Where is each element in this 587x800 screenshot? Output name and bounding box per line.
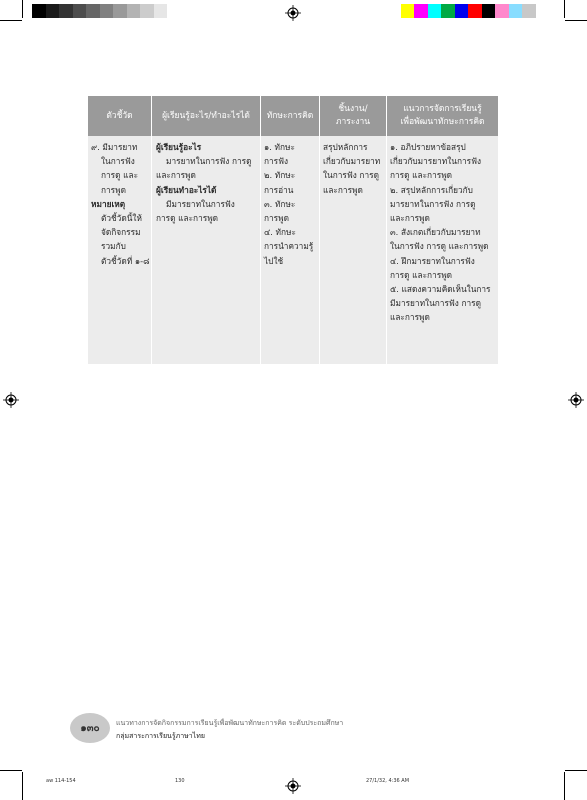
- gray-swatch: [167, 4, 181, 18]
- cell-line: ๑. ทักษะ: [264, 142, 295, 152]
- registration-mark-icon: [285, 778, 301, 794]
- header-learning-outcome: ผู้เรียนรู้อะไร/ทำอะไรได้: [162, 110, 250, 121]
- gray-swatch: [100, 4, 114, 18]
- gray-swatch: [154, 4, 168, 18]
- cell-line: ๔. ฝึกมารยาทในการฟัง: [390, 255, 475, 266]
- slug-timestamp: 27/1/32, 4:36 AM: [366, 778, 410, 784]
- cell-line: และการพูด: [156, 170, 196, 181]
- cell-learning-approach: [390, 140, 496, 325]
- gray-swatch: [32, 4, 46, 18]
- color-swatch: [428, 4, 442, 18]
- cell-line: ไปใช้: [264, 255, 284, 266]
- cell-line: ในการฟัง การดู: [323, 170, 379, 181]
- color-swatch: [536, 4, 550, 18]
- gray-swatch: [140, 4, 154, 18]
- process-color-bar: [387, 4, 549, 18]
- cell-line: การดู และ: [101, 170, 139, 181]
- header-thinking-skill: ทักษะการคิด: [266, 110, 314, 121]
- gray-swatch: [73, 4, 87, 18]
- crop-mark: [22, 772, 23, 800]
- cell-line: หมายเหตุ: [91, 198, 126, 209]
- cell-line: มารยาทในการฟัง การดู: [166, 156, 252, 167]
- gray-swatch: [127, 4, 141, 18]
- cell-line: ผู้เรียนรู้อะไร: [156, 142, 202, 152]
- column-divider: [151, 96, 152, 364]
- cell-line: การอ่าน: [264, 184, 294, 195]
- color-swatch: [468, 4, 482, 18]
- crop-mark: [564, 772, 565, 800]
- cell-line: มีมารยาทในการฟัง การดู: [390, 298, 481, 309]
- cell-line: ผู้เรียนทำอะไรได้: [156, 184, 217, 195]
- header-indicator: ตัวชี้วัด: [106, 110, 133, 121]
- registration-mark-icon: [285, 5, 301, 21]
- crop-mark: [0, 20, 22, 21]
- cell-line: ๑. อภิปรายหาข้อสรุป: [390, 142, 466, 152]
- color-swatch: [482, 4, 496, 18]
- cell-line: มารยาทในการฟัง การดู: [390, 198, 476, 209]
- color-swatch: [401, 4, 415, 18]
- cell-line: ๕. แสดงความคิดเห็นในการ: [390, 284, 491, 295]
- cell-line: การดู และการพูด: [156, 213, 219, 224]
- cell-line: และการพูด: [323, 184, 363, 195]
- cell-line: เกี่ยวกับมารยาท: [323, 156, 381, 167]
- cell-line: มีมารยาทในการฟัง: [166, 198, 235, 209]
- cell-line: การพูด: [264, 213, 289, 224]
- thinking-skills-table: [88, 96, 498, 364]
- cell-line: การดู และการพูด: [390, 269, 453, 280]
- cell-line: รวมกับ: [101, 241, 126, 252]
- gray-swatch: [113, 4, 127, 18]
- cell-workpiece: [323, 140, 385, 197]
- cell-line: การดู และการพูด: [390, 170, 453, 181]
- cell-line: ๓. สังเกตเกี่ยวกับมารยาท: [390, 227, 481, 238]
- header-learning-approach: แนวการจัดการเรียนรู้ เพื่อพัฒนาทักษะการคิด: [400, 104, 485, 127]
- column-divider: [319, 96, 320, 364]
- color-swatch: [509, 4, 523, 18]
- cell-thinking-skill: [264, 140, 318, 268]
- cell-line: ในการฟัง: [101, 156, 135, 167]
- cell-line: ๒. ทักษะ: [264, 170, 296, 181]
- cell-line: จัดกิจกรรม: [101, 227, 141, 238]
- column-divider: [260, 96, 261, 364]
- page-number-badge: [70, 713, 110, 743]
- footer-book-title: แนวทางการจัดกิจกรรมการเรียนรู้เพื่อพัฒนาทักษะการคิด ระดับประถมศึกษา: [116, 719, 344, 727]
- cell-line: ๔. ทักษะ: [264, 227, 296, 238]
- registration-mark-icon: [568, 392, 584, 408]
- crop-mark: [564, 0, 565, 18]
- header-workpiece: ชิ้นงาน/ ภาระงาน: [335, 104, 371, 127]
- cell-line: การฟัง: [264, 156, 289, 167]
- slug-file-name: aw 114-154: [46, 778, 76, 784]
- gray-swatch: [86, 4, 100, 18]
- gray-swatch: [59, 4, 73, 18]
- crop-mark: [565, 20, 587, 21]
- cell-line: ตัวชี้วัดที่ ๑-๘: [101, 255, 150, 266]
- cell-line: ๙. มีมารยาท: [91, 142, 138, 152]
- cell-line: ๒. สรุปหลักการเกี่ยวกับ: [390, 184, 473, 195]
- cell-line: และการพูด: [390, 213, 430, 224]
- cell-line: การพูด: [101, 184, 126, 195]
- footer-subject-group: กลุ่มสาระการเรียนรู้ภาษาไทย: [116, 732, 205, 740]
- color-swatch: [387, 4, 401, 18]
- crop-mark: [565, 770, 587, 771]
- cell-line: ตัวชี้วัดนี้ให้: [101, 213, 142, 224]
- gray-color-bar: [32, 4, 181, 18]
- color-swatch: [522, 4, 536, 18]
- crop-mark: [0, 770, 22, 771]
- cell-learning-outcome: [156, 140, 258, 225]
- color-swatch: [441, 4, 455, 18]
- cell-line: ๓. ทักษะ: [264, 198, 296, 209]
- cell-line: การนำความรู้: [264, 241, 314, 252]
- page-number: ๑๓๐: [80, 722, 100, 734]
- cell-line: เกี่ยวกับมารยาทในการฟัง: [390, 156, 482, 167]
- color-swatch: [455, 4, 469, 18]
- column-divider: [386, 96, 387, 364]
- slug-page: 130: [175, 778, 185, 784]
- cell-line: สรุปหลักการ: [323, 142, 368, 152]
- cell-line: ในการฟัง การดู และการพูด: [390, 241, 489, 252]
- color-swatch: [495, 4, 509, 18]
- cell-line: และการพูด: [390, 312, 430, 323]
- gray-swatch: [46, 4, 60, 18]
- registration-mark-icon: [3, 392, 19, 408]
- crop-mark: [22, 0, 23, 18]
- cell-indicator: [91, 140, 149, 268]
- color-swatch: [414, 4, 428, 18]
